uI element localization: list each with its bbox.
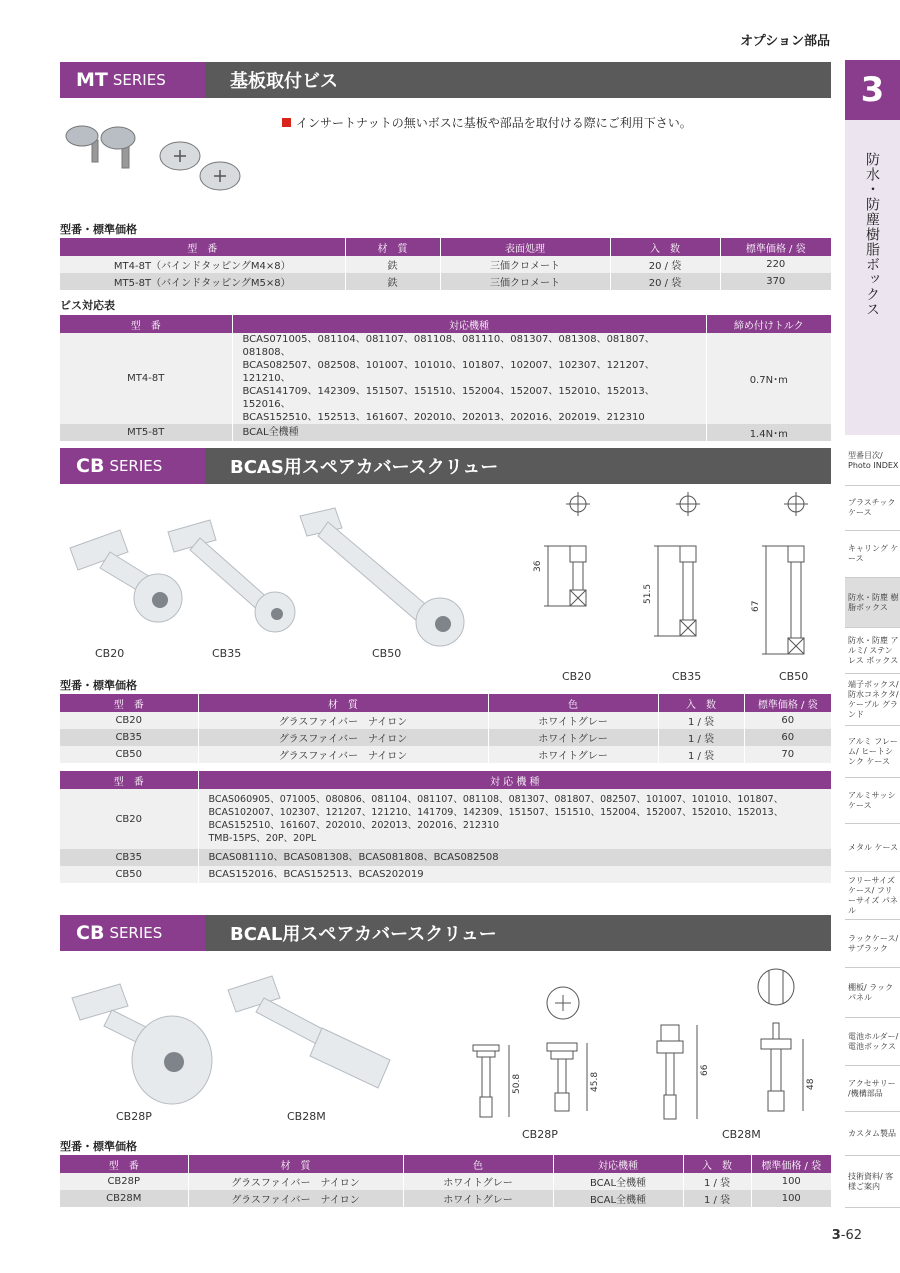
cb-bcas-series-header [60, 448, 831, 484]
cb-bcas-screws-photo [60, 500, 490, 660]
mt-series-badge [60, 62, 205, 98]
series-word: SERIES [109, 924, 163, 942]
sidebar-item-waterproof-metal-box[interactable]: 防水・防塵 アルミ/ ステンレス ボックス [845, 628, 900, 674]
cell-price: 220 [720, 256, 831, 273]
section-corner-title: オプション部品 [740, 34, 830, 49]
dimension-label: 36 [533, 560, 543, 572]
chapter-number-tab[interactable]: 3 [845, 60, 900, 120]
cell-price: 70 [744, 746, 831, 763]
sidebar-item-shelf-panel[interactable]: 棚板/ ラックパネル [845, 968, 900, 1018]
cb-bcal-series-header [60, 915, 831, 951]
drawing-label: CB50 [779, 670, 809, 683]
page-chapter: 3 [831, 1228, 841, 1243]
table-header: 型 番 [60, 238, 345, 256]
cell-compatible-models: BCAS071005、081104、081107、081108、081110、081307、081308、081807、081808、 BCAS082507、082508、101007、101010、101807、102007、102307、121207、121210、 BCAS141709、142309、151507、151510、152004、152007、152010、152013、152016、 BCAS152510、152513、161607、202010、202013、202016、202019、212310 [232, 333, 706, 424]
cell-torque: 1.4N･m [706, 424, 831, 441]
cell-qty: 1 / 袋 [658, 712, 744, 729]
cb-bcas-compat-table [60, 771, 831, 883]
cb-bcal-price-table [60, 1155, 831, 1207]
drawing-label: CB28M [722, 1128, 761, 1141]
cell-finish: 三価クロメート [440, 256, 610, 273]
table-row [60, 1173, 831, 1190]
table-header: 型 番 [60, 771, 198, 789]
mt-compat-table [60, 315, 831, 441]
cell-model: MT4-8T [60, 333, 232, 424]
sidebar-item-technical[interactable]: 技術資料/ 客様ご案内 [845, 1156, 900, 1208]
drawing-label: CB28P [522, 1128, 558, 1141]
cell-material: グラスファイバー ナイロン [198, 746, 488, 763]
cb-bcal-price-heading: 型番・標準価格 [60, 1140, 137, 1153]
cell-compatible-models: BCAS060905、071005、080806、081104、081107、081108、081307、081807、082507、101007、101010、101807、 BCAS102007、102307、121207、121210、141709、142309、151507、151510、152004、152007、152010、152013、 BCAS152510、161607、202010、202013、202016、212310 TMB-15PS、20P、20PL [198, 789, 831, 849]
cell-price: 370 [720, 273, 831, 290]
dimension-label: 50.8 [512, 1073, 522, 1094]
cell-material: 鉄 [345, 256, 440, 273]
table-row [60, 273, 831, 290]
table-row [60, 729, 831, 746]
cb-bcal-series-title: BCAL用スペアカバースクリュー [230, 924, 497, 945]
table-header: 型 番 [60, 694, 198, 712]
cell-model: MT5-8T（バインドタッピングM5×8） [60, 273, 345, 290]
cb-series-badge [60, 448, 205, 484]
sidebar-item-aluminum-frame[interactable]: アルミ フレーム/ ヒートシンク ケース [845, 726, 900, 778]
photo-label: CB28M [287, 1110, 326, 1123]
cell-model: CB20 [60, 712, 198, 729]
sidebar-item-photo-index[interactable]: 型番目次/ Photo INDEX [845, 436, 900, 486]
table-header: 色 [403, 1155, 553, 1173]
table-header: 標準価格 / 袋 [720, 238, 831, 256]
mt-screws-photo [62, 118, 252, 198]
cell-model: CB28M [60, 1190, 188, 1207]
table-header: 表面処理 [440, 238, 610, 256]
cell-qty: 1 / 袋 [683, 1190, 751, 1207]
cell-qty: 20 / 袋 [610, 273, 720, 290]
cell-material: グラスファイバー ナイロン [188, 1173, 403, 1190]
cell-model: MT5-8T [60, 424, 232, 441]
table-row [60, 424, 831, 441]
series-word: SERIES [112, 71, 166, 89]
sidebar-item-metal-case[interactable]: メタル ケース [845, 824, 900, 872]
series-code: MT [76, 69, 108, 91]
cell-model: CB50 [60, 866, 198, 883]
mt-series-header [60, 62, 831, 98]
cell-material: グラスファイバー ナイロン [188, 1190, 403, 1207]
cell-compatible-models: BCAL全機種 [232, 424, 706, 441]
dimension-label: 66 [700, 1064, 710, 1076]
mt-price-heading: 型番・標準価格 [60, 223, 137, 236]
table-header: 材 質 [345, 238, 440, 256]
table-header: 締め付けトルク [706, 315, 831, 333]
table-row [60, 746, 831, 763]
cell-compatible-models: BCAS081110、BCAS081308、BCAS081808、BCAS082508 [198, 849, 831, 866]
series-code: CB [76, 455, 105, 477]
cell-material: グラスファイバー ナイロン [198, 712, 488, 729]
cell-model: CB20 [60, 789, 198, 849]
cb-bcal-technical-drawings [465, 965, 825, 1130]
photo-label: CB28P [116, 1110, 152, 1123]
drawing-label: CB20 [562, 670, 592, 683]
cell-model: CB35 [60, 729, 198, 746]
photo-label: CB35 [212, 647, 242, 660]
page-sep: - [840, 1228, 846, 1243]
cell-price: 100 [751, 1173, 831, 1190]
cb-bcas-series-title: BCAS用スペアカバースクリュー [230, 457, 499, 478]
mt-price-table [60, 238, 831, 290]
note-text: インサートナットの無いボスに基板や部品を取付ける際にご利用下さい。 [296, 116, 692, 130]
sidebar-item-rack-case[interactable]: ラックケース/ サブラック [845, 920, 900, 968]
dimension-label: 51.5 [643, 583, 653, 604]
page-num: 62 [845, 1228, 862, 1243]
cell-color: ホワイトグレー [403, 1190, 553, 1207]
table-row [60, 789, 831, 849]
cb-series-badge [60, 915, 205, 951]
cb-bcas-technical-drawings [520, 490, 840, 670]
table-header: 入 数 [658, 694, 744, 712]
drawing-label: CB35 [672, 670, 702, 683]
page-number [832, 1228, 862, 1243]
cell-model: MT4-8T（バインドタッピングM4×8） [60, 256, 345, 273]
chapter-title: 防水・防塵樹脂ボックス [864, 152, 880, 317]
bullet-square-icon [282, 118, 291, 127]
table-header: 標準価格 / 袋 [744, 694, 831, 712]
sidebar-item-free-size[interactable]: フリーサイズ ケース/ フリーサイズ パネル [845, 872, 900, 920]
table-header: 標準価格 / 袋 [751, 1155, 831, 1173]
table-header: 対応機種 [232, 315, 706, 333]
mt-compat-heading: ビス対応表 [60, 299, 115, 312]
sidebar-item-aluminum-sash[interactable]: アルミサッシ ケース [845, 778, 900, 824]
table-row [60, 849, 831, 866]
dimension-label: 67 [751, 600, 761, 612]
sidebar-item-waterproof-resin-box[interactable]: 防水・防塵 樹脂ボックス [845, 578, 900, 628]
photo-label: CB50 [372, 647, 402, 660]
table-header: 対 応 機 種 [198, 771, 831, 789]
series-code: CB [76, 922, 105, 944]
cell-color: ホワイトグレー [488, 712, 658, 729]
mt-usage-note [282, 114, 692, 131]
cell-compatible-models: BCAS152016、BCAS152513、BCAS202019 [198, 866, 831, 883]
cell-qty: 20 / 袋 [610, 256, 720, 273]
sidebar-item-accessories[interactable]: アクセサリー /機構部品 [845, 1066, 900, 1112]
mt-series-title: 基板取付ビス [230, 71, 338, 92]
table-row [60, 256, 831, 273]
cell-model: CB28P [60, 1173, 188, 1190]
sidebar-item-battery-holder[interactable]: 電池ホルダー/ 電池ボックス [845, 1018, 900, 1066]
sidebar-item-terminal-box[interactable]: 端子ボックス/ 防水コネクタ/ ケーブル グランド [845, 674, 900, 726]
cb-bcal-screws-photo [60, 970, 420, 1120]
table-row [60, 333, 831, 424]
table-header: 材 質 [198, 694, 488, 712]
table-header: 材 質 [188, 1155, 403, 1173]
table-header: 型 番 [60, 315, 232, 333]
table-header: 型 番 [60, 1155, 188, 1173]
dimension-label: 45.8 [590, 1071, 600, 1092]
table-row [60, 866, 831, 883]
cell-qty: 1 / 袋 [683, 1173, 751, 1190]
cell-color: ホワイトグレー [403, 1173, 553, 1190]
cell-model: CB35 [60, 849, 198, 866]
cell-compatible-models: BCAL全機種 [553, 1190, 683, 1207]
sidebar-item-carrying-case[interactable]: キャリング ケース [845, 531, 900, 578]
cell-price: 100 [751, 1190, 831, 1207]
table-header: 対応機種 [553, 1155, 683, 1173]
table-row [60, 1190, 831, 1207]
cell-model: CB50 [60, 746, 198, 763]
cell-color: ホワイトグレー [488, 746, 658, 763]
cell-material: 鉄 [345, 273, 440, 290]
table-header: 色 [488, 694, 658, 712]
cell-compatible-models: BCAL全機種 [553, 1173, 683, 1190]
table-header: 入 数 [610, 238, 720, 256]
cell-qty: 1 / 袋 [658, 746, 744, 763]
cell-color: ホワイトグレー [488, 729, 658, 746]
chapter-title-tab[interactable] [845, 120, 900, 435]
series-word: SERIES [109, 457, 163, 475]
cell-price: 60 [744, 729, 831, 746]
table-header: 入 数 [683, 1155, 751, 1173]
sidebar-item-plastic-case[interactable]: プラスチック ケース [845, 486, 900, 531]
cell-torque: 0.7N･m [706, 333, 831, 424]
cell-finish: 三価クロメート [440, 273, 610, 290]
dimension-label: 48 [806, 1078, 816, 1090]
cell-price: 60 [744, 712, 831, 729]
table-row [60, 712, 831, 729]
cell-material: グラスファイバー ナイロン [198, 729, 488, 746]
cb-bcas-price-table [60, 694, 831, 763]
photo-label: CB20 [95, 647, 125, 660]
cb-bcas-price-heading: 型番・標準価格 [60, 679, 137, 692]
sidebar-item-custom[interactable]: カスタム製品 [845, 1112, 900, 1156]
cell-qty: 1 / 袋 [658, 729, 744, 746]
